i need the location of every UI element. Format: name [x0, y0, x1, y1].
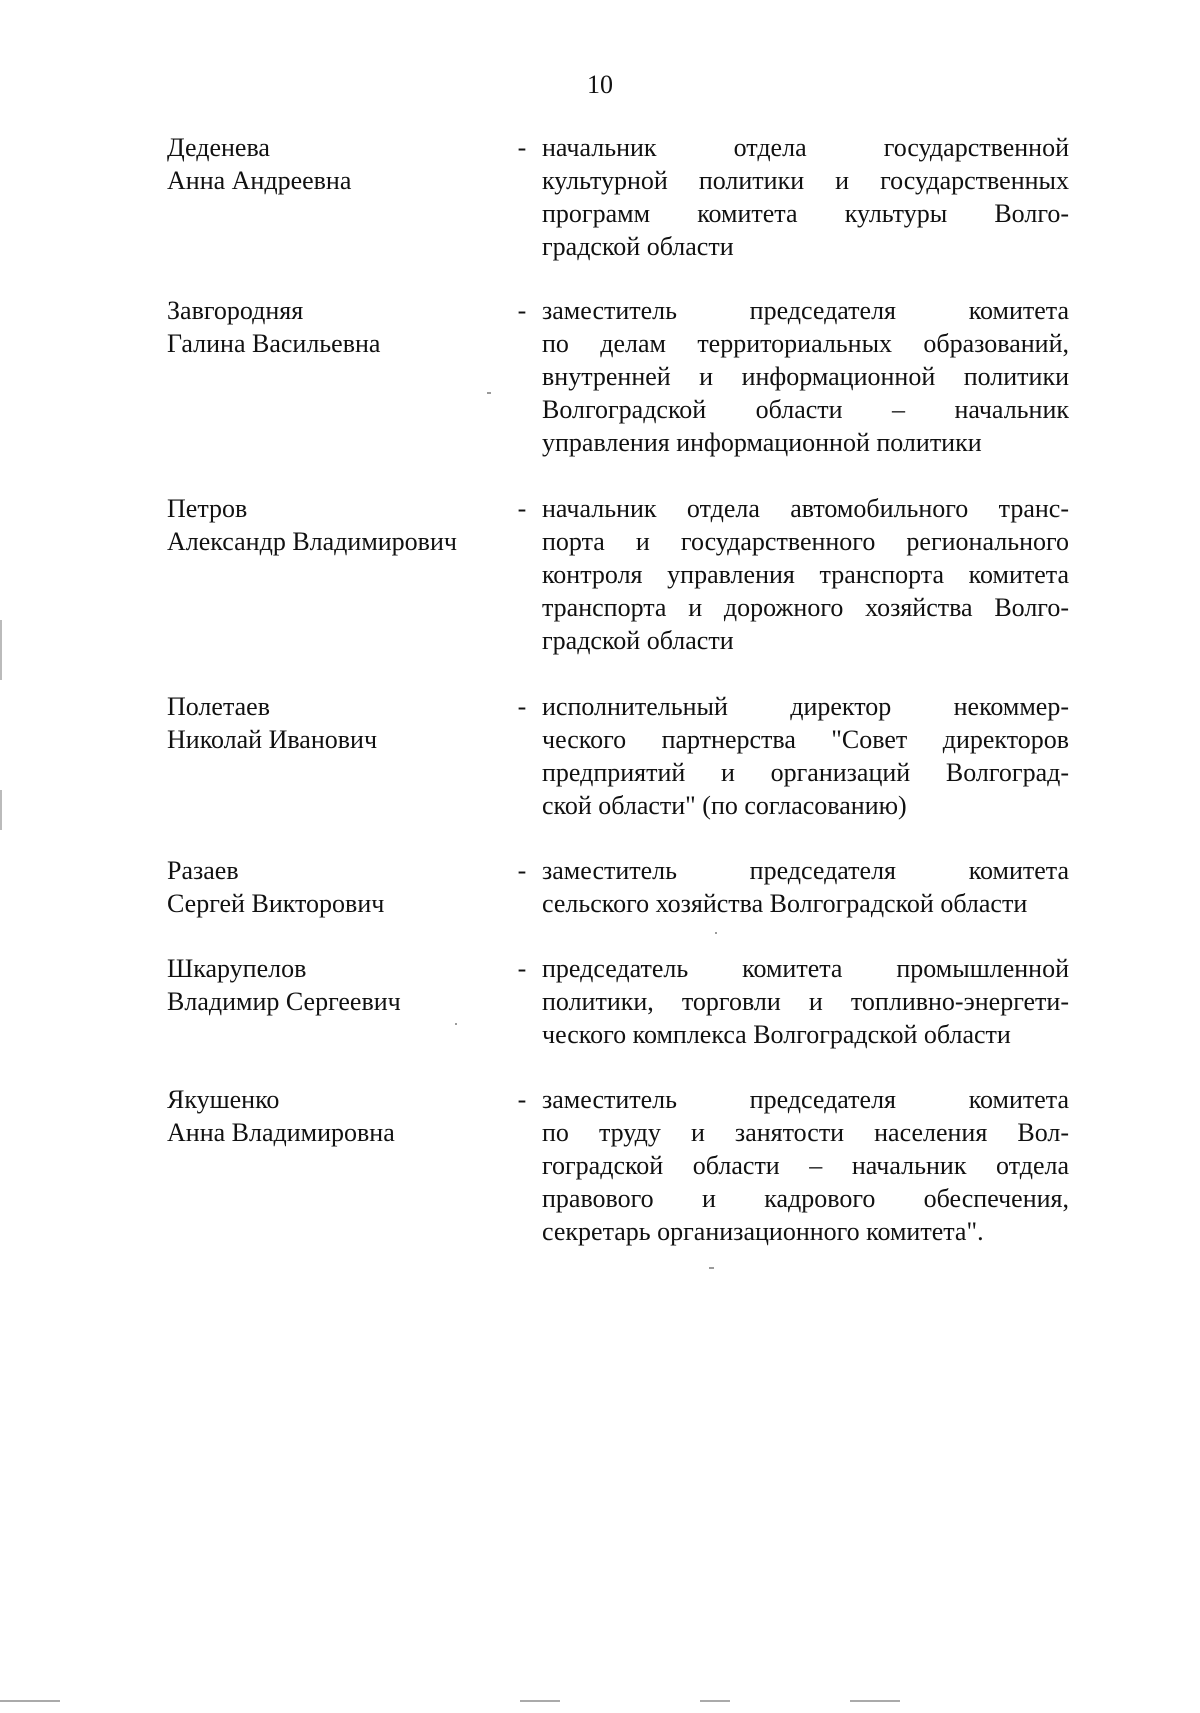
- scan-edge-mark: [0, 620, 2, 680]
- position-line: ческого партнерства "Совет директоров: [542, 725, 1069, 754]
- member-name: [167, 294, 507, 360]
- position-line: контроля управления транспорта комитета: [542, 560, 1069, 589]
- separator-dash: -: [517, 1085, 527, 1114]
- member-position: [542, 131, 1069, 263]
- position-line: начальник отдела автомобильного транс-: [542, 494, 1069, 523]
- position-line: начальник отдела государственной: [542, 133, 1069, 162]
- position-line: по делам территориальных образований,: [542, 329, 1069, 358]
- position-line: гоградской области – начальник отдела: [542, 1151, 1069, 1180]
- member-given-names: Сергей Викторович: [167, 889, 385, 918]
- separator-dash: -: [517, 296, 527, 325]
- member-position: [542, 952, 1069, 1051]
- position-line: управления информационной политики: [542, 428, 982, 457]
- member-given-names: Анна Андреевна: [167, 166, 352, 195]
- position-line: заместитель председателя комитета: [542, 1085, 1069, 1114]
- scan-speck: [455, 1023, 457, 1025]
- position-line: транспорта и дорожного хозяйства Волго-: [542, 593, 1069, 622]
- member-position: [542, 690, 1069, 822]
- member-name: [167, 952, 507, 1018]
- member-given-names: Александр Владимирович: [167, 527, 457, 556]
- scan-bottom-dots: [700, 1700, 730, 1702]
- member-surname: Полетаев: [167, 692, 270, 721]
- member-surname: Петров: [167, 494, 248, 523]
- member-position: [542, 492, 1069, 657]
- member-surname: Якушенко: [167, 1085, 280, 1114]
- page-number: 10: [587, 70, 613, 99]
- position-line: сельского хозяйства Волгоградской области: [542, 889, 1028, 918]
- member-name: [167, 131, 507, 197]
- position-line: по труду и занятости населения Вол-: [542, 1118, 1069, 1147]
- position-line: предприятий и организаций Волгоград-: [542, 758, 1069, 787]
- position-line: программ комитета культуры Волго-: [542, 199, 1069, 228]
- member-surname: Разаев: [167, 856, 239, 885]
- scan-speck: [487, 392, 491, 394]
- position-line: секретарь организационного комитета".: [542, 1217, 984, 1246]
- scan-speck: [715, 932, 717, 934]
- separator-dash: -: [517, 954, 527, 983]
- member-given-names: Николай Иванович: [167, 725, 378, 754]
- separator-dash: -: [517, 856, 527, 885]
- position-line: председатель комитета промышленной: [542, 954, 1069, 983]
- member-surname: Завгородняя: [167, 296, 304, 325]
- member-name: [167, 690, 507, 756]
- member-surname: Деденева: [167, 133, 270, 162]
- position-line: ской области" (по согласованию): [542, 791, 907, 820]
- separator-dash: -: [517, 692, 527, 721]
- separator-dash: -: [517, 133, 527, 162]
- scan-speck: [709, 1267, 714, 1269]
- scan-bottom-dots: [520, 1700, 560, 1702]
- member-given-names: Владимир Сергеевич: [167, 987, 401, 1016]
- position-line: политики, торговли и топливно-энергети-: [542, 987, 1069, 1016]
- position-line: градской области: [542, 232, 734, 261]
- member-position: [542, 1083, 1069, 1248]
- member-position: [542, 294, 1069, 459]
- position-line: порта и государственного регионального: [542, 527, 1069, 556]
- member-name: [167, 854, 507, 920]
- position-line: внутренней и информационной политики: [542, 362, 1069, 391]
- position-line: заместитель председателя комитета: [542, 856, 1069, 885]
- position-line: Волгоградской области – начальник: [542, 395, 1069, 424]
- scan-bottom-dots: [0, 1700, 60, 1702]
- member-name: [167, 492, 507, 558]
- member-surname: Шкарупелов: [167, 954, 307, 983]
- member-position: [542, 854, 1069, 920]
- scan-bottom-dots: [850, 1700, 900, 1702]
- member-name: [167, 1083, 507, 1149]
- scan-edge-mark: [0, 790, 2, 830]
- separator-dash: -: [517, 494, 527, 523]
- position-line: правового и кадрового обеспечения,: [542, 1184, 1069, 1213]
- member-given-names: Галина Васильевна: [167, 329, 381, 358]
- position-line: ческого комплекса Волгоградской области: [542, 1020, 1011, 1049]
- position-line: культурной политики и государственных: [542, 166, 1069, 195]
- member-given-names: Анна Владимировна: [167, 1118, 395, 1147]
- position-line: исполнительный директор некоммер-: [542, 692, 1069, 721]
- position-line: заместитель председателя комитета: [542, 296, 1069, 325]
- position-line: градской области: [542, 626, 734, 655]
